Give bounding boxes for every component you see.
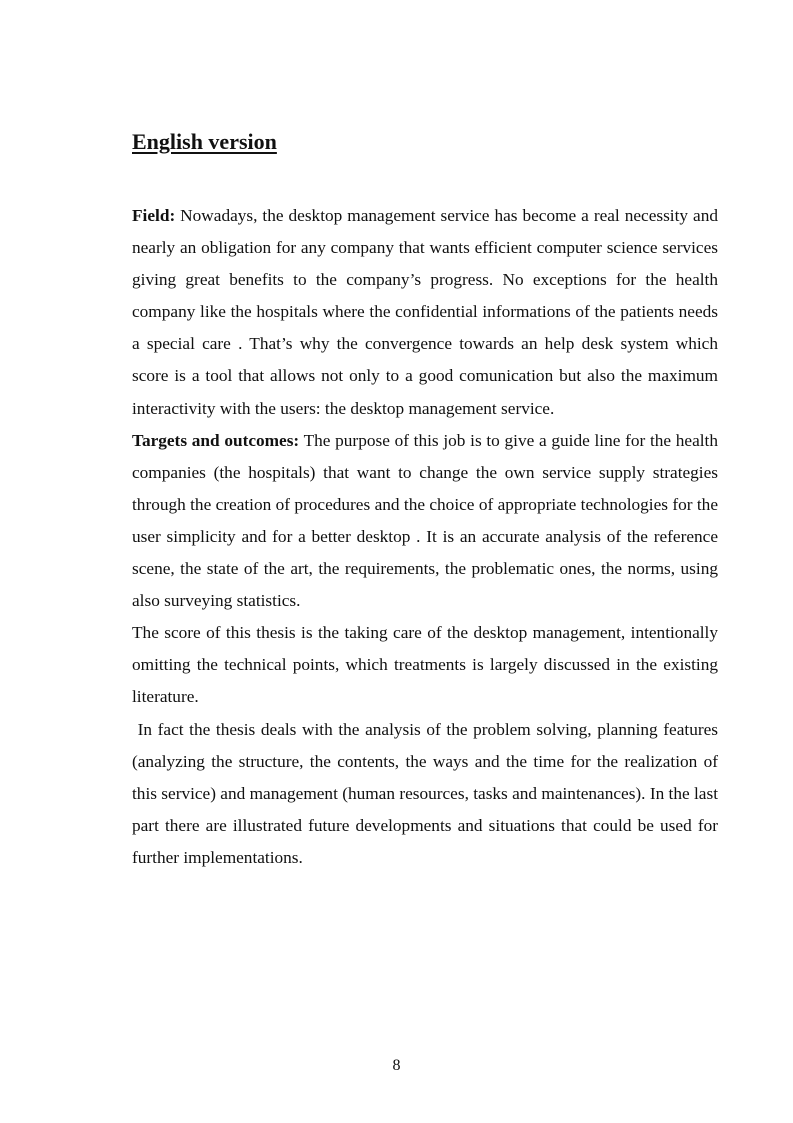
paragraph-targets [132,425,718,618]
targets-label: Targets and outcomes: [132,430,300,450]
paragraph-score: The score of this thesis is the taking care of the desktop management, intentionally omitting the technical points, which treatments is largely discussed in the existing literature. [132,623,718,707]
page-number: 8 [392,1057,401,1074]
section-heading: English version [132,129,277,154]
field-text: Nowadays, the desktop management service has become a real necessity and nearly an obligation for any company that wants efficient computer science services giving great benefits to the company’s progress. No exceptions for the health company like the hospitals where the confidential informations of the patients needs a special care . That’s why the convergence towards an help desk system which score is a tool that allows not only to a good comunication but also the maximum interactivity with the users: the desktop management service. [132,206,718,418]
paragraph-analysis: In fact the thesis deals with the analysis of the problem solving, planning features (analyzing the structure, the contents, the ways and the time for the realization of this service) and management (human resources, tasks and maintenances). In the last part there are illustrated future developments and situations that could be used for further implementations. [132,719,723,867]
paragraph-field [132,200,718,425]
targets-text: The purpose of this job is to give a guide line for the health companies (the hospitals) that want to change the own service supply strategies through the creation of procedures and the choice of appropriate technologies for the user simplicity and for a better desktop . It is an accurate analysis of the reference scene, the state of the art, the requirements, the problematic ones, the norms, using also surveying statistics. [132,430,718,611]
field-label: Field: [132,206,176,225]
body-text [132,200,723,874]
